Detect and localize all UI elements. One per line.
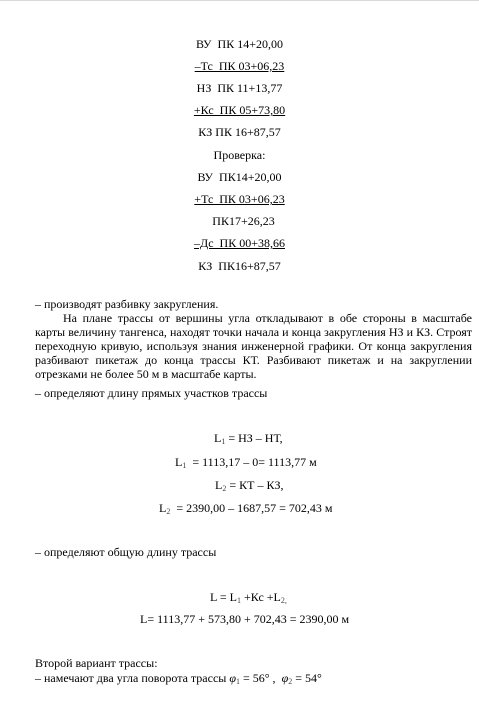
l2-definition-text: = КТ – КЗ,: [226, 478, 284, 492]
phi-1-value: = 56° ,: [239, 671, 282, 685]
total-lhs: L = L: [210, 590, 237, 604]
calc-line-kc-text: +Кс ПК 05+73,80: [193, 103, 286, 117]
phi-2-value: = 54°: [292, 671, 322, 685]
total-subscript-2: 2,: [280, 596, 287, 605]
bullet-total-length: – определяют общую длину трассы: [35, 545, 217, 559]
check-line-vu: ВУ ПК14+20,00: [197, 170, 282, 184]
top-divider: [0, 0, 479, 1]
calc-line-tc: [0, 59, 479, 73]
check-line-kz: КЗ ПК16+87,57: [198, 259, 281, 273]
l1-calculation-text: = 1113,17 – 0= 1113,77 м: [186, 455, 317, 469]
check-line-tc-text: +Тс ПК 03+06,23: [194, 192, 285, 206]
calc-line-vu: ВУ ПК 14+20,00: [196, 37, 283, 51]
total-subscript-1: 1: [236, 596, 241, 605]
total-middle: +Кс +L: [240, 590, 281, 604]
phi-2-subscript: 2: [288, 677, 293, 686]
l1-subscript: 1: [221, 437, 226, 446]
formula-l2-calculation: [159, 501, 332, 519]
l1-definition-text: = НЗ – НТ,: [225, 431, 283, 445]
formula-total-calculation: L= 1113,77 + 573,80 + 702,43 = 2390,00 м: [140, 612, 350, 626]
l1-calc-subscript: 1: [182, 461, 187, 470]
l2-subscript: 2: [222, 484, 227, 493]
l2-symbol: L: [215, 478, 223, 492]
check-title: Проверка:: [213, 148, 266, 162]
formula-l1-calculation: [175, 455, 317, 473]
formula-l2-definition: [215, 478, 283, 496]
l1-calc-symbol: L: [175, 455, 183, 469]
check-line-tc: [0, 192, 479, 206]
l2-calc-subscript: 2: [166, 507, 171, 516]
phi-2-symbol: φ: [281, 671, 289, 685]
check-line-dc: [0, 236, 479, 250]
bullet-breakdown: – производят разбивку закругления.: [35, 297, 219, 311]
bullet-straight-sections: – определяют длину прямых участков трассы: [35, 386, 268, 400]
bullet-turn-angles: [35, 671, 322, 689]
body-paragraph: [35, 311, 472, 381]
formula-l1-definition: [214, 431, 283, 449]
phi-1-symbol: φ: [229, 671, 236, 685]
body-paragraph-text: На плане трассы от вершины угла откладывают в обе стороны в масштабе карты величину тангенса, находят точки начала и конца закругления НЗ и КЗ. Строят переходную кривую, используя знания инженерной графики. От конца закругления разбивают пикетаж до конца трассы КТ. Разбивают пикетаж и на закруглении отрезками не более 50 м в масштабе карты.: [35, 311, 472, 381]
check-line-pk: ПК17+26,23: [212, 214, 275, 228]
l2-calculation-text: = 2390,00 – 1687,57 = 702,43 м: [170, 501, 333, 515]
phi-1-subscript: 1: [235, 677, 240, 686]
check-line-dc-text: –Дс ПК 00+38,66: [194, 236, 285, 250]
calc-line-tc-text: –Тс ПК 03+06,23: [194, 59, 285, 73]
formula-total-definition: [210, 590, 287, 608]
l1-symbol: L: [214, 431, 222, 445]
calc-line-nz: НЗ ПК 11+13,77: [196, 81, 283, 95]
calc-line-kc: [0, 103, 479, 117]
variant-title: Второй вариант трассы:: [35, 656, 158, 670]
l2-calc-symbol: L: [159, 501, 167, 515]
calc-line-kz: КЗ ПК 16+87,57: [198, 125, 281, 139]
turn-angles-text: – намечают два угла поворота трассы: [35, 671, 230, 685]
